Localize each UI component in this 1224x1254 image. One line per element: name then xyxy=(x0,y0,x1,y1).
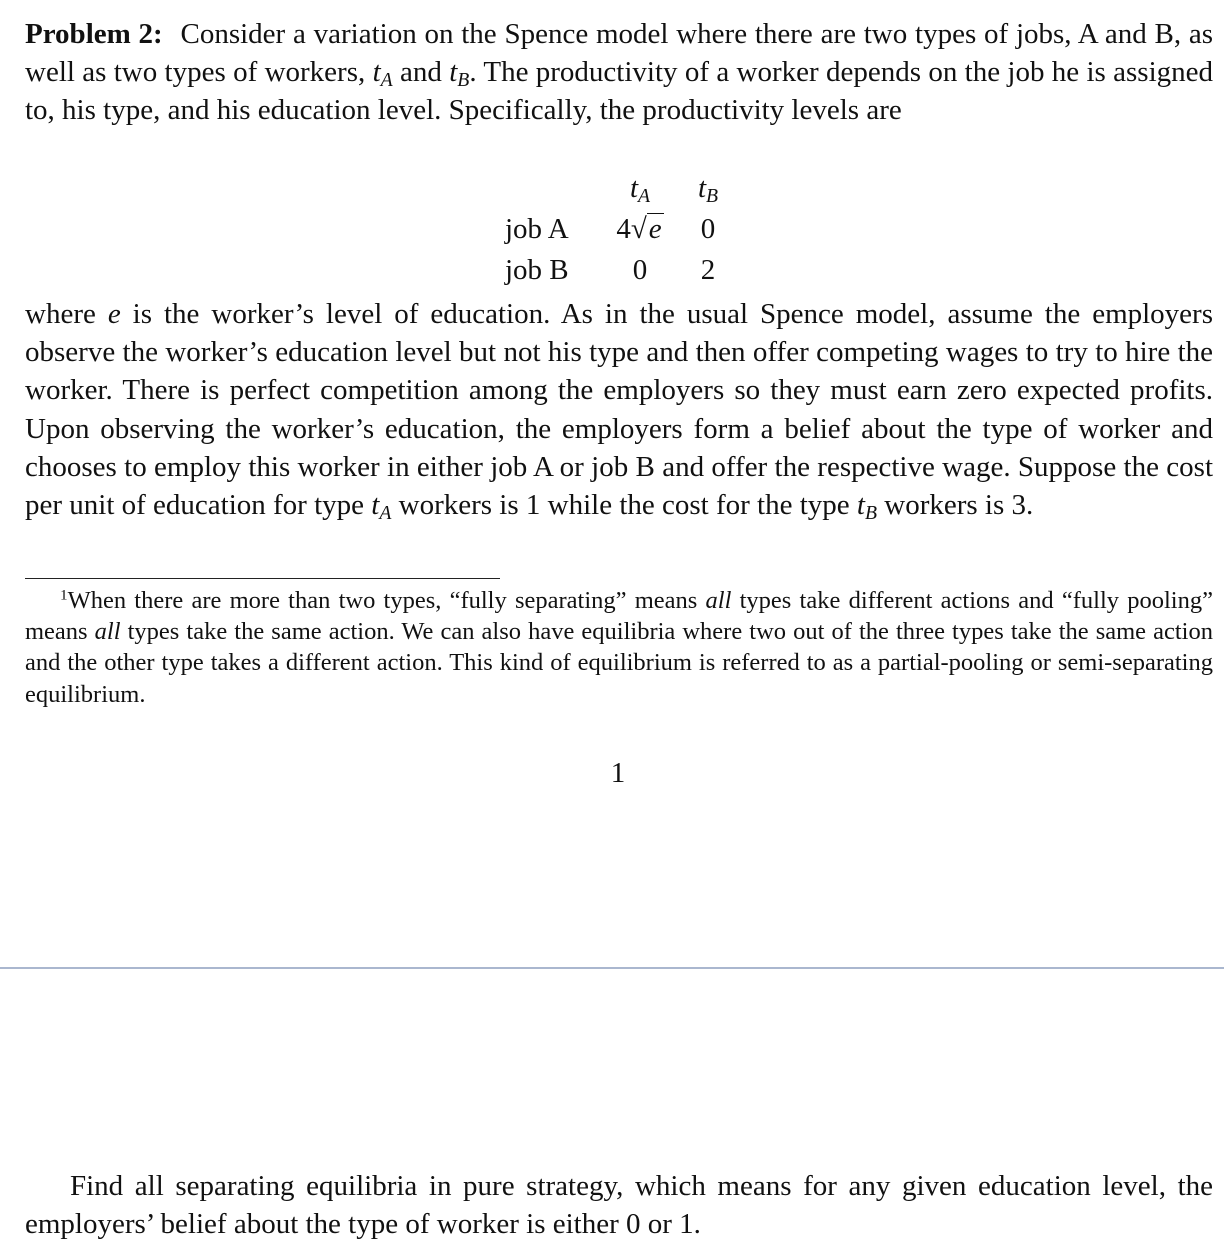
page-divider xyxy=(0,967,1224,969)
question-text: Find all separating equilibria in pure strategy, which means for any given education level, the employers’ belief about the type of worker is either 0 or 1. xyxy=(25,1170,1213,1241)
cell-jobA-tB: 0 xyxy=(700,213,716,245)
model-description: where e is the worker’s level of education. As in the usual Spence model, assume the employers observe the worker’s education level but not his type and then offer competing wages to try to hire the worker. There is perfect competition among the employers so they must earn zero expected profits. Upon observing the worker’s education, the employers form a belief about the type of worker and chooses to employ this worker in either job A or job B and offer the respective wage. Suppose the cost per unit of education for type $t_A$ workers is 1 while the cost for the type $t_B$ workers is 3. xyxy=(25,298,1213,524)
footnote-rule xyxy=(25,578,500,579)
problem-intro-2: . The productivity of a worker depends on the job he is assigned to, his type, and his education level. Specifically, the productivity levels are xyxy=(25,56,1214,127)
productivity-table xyxy=(505,168,741,291)
table-row xyxy=(505,250,741,291)
row-label-job-b: job B xyxy=(505,254,569,286)
problem-intro-1: Consider a variation on the Spence model where there are two types of jobs, A and B, as well as two types of workers, xyxy=(25,18,1214,89)
footnote: $^1$When there are more than two types, “fully separating” means all types take different actions and “fully pooling” means all types take the same action. We can also have equilibria where two out of the three types take the same action and the other type takes a different action. This kind of equilibrium is referred to as a partial-pooling or semi-separating equilibrium. xyxy=(25,586,1213,708)
cell-jobB-tB: 2 xyxy=(700,254,716,286)
col-header-tB: $t_B$ xyxy=(697,172,719,207)
table-header-row xyxy=(505,168,741,209)
problem-statement: Problem 2: Consider a variation on the Spence model where there are two types of jobs, A and B, as well as two types of workers, $t_A$ and $t_B$. The productivity of a worker depends on the job he is assigned to, his type, and his education level. Specifically, the productivity levels are xyxy=(25,18,1214,127)
cell-jobB-tA: 0 xyxy=(632,254,648,286)
problem-heading: Problem 2: xyxy=(25,18,163,50)
row-label-job-a: job A xyxy=(505,213,569,245)
cell-jobA-tA: 4√e xyxy=(616,213,662,245)
col-header-tA: $t_A$ xyxy=(629,172,651,207)
page-number: 1 xyxy=(610,757,626,789)
footnote-mark: 1 xyxy=(60,586,68,604)
table-row xyxy=(505,209,741,250)
